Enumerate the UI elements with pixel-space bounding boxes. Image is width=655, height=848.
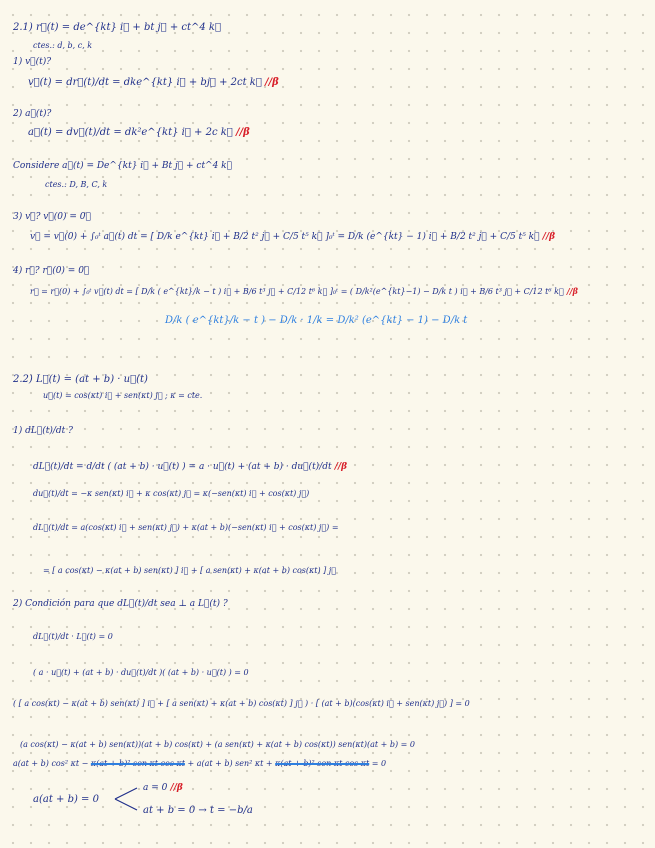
question-2: 2) a⃗(t)? — [13, 109, 52, 119]
component-product: (a cos(κt) − κ(at + b) sen(κt))(at + b) cos(κt) + (a sen(κt) + κ(at + b) cos(κt)) sen(κt)(at + b) = 0 — [20, 740, 415, 749]
question-4: 4) r⃗? r⃗(0) = 0⃗ — [13, 266, 90, 276]
unit-derivative-equation: du⃗(t)/dt = −κ sen(κt) i⃗ + κ cos(κt) j⃗ = κ(−sen(κt) i⃗ + cos(κt) j⃗) — [33, 489, 310, 498]
solution-branch-a: a = 0 //β — [143, 783, 183, 793]
orthogonality-condition: dL⃗(t)/dt · L⃗(t) = 0 — [33, 632, 113, 641]
question-1: 1) v⃗(t)? — [13, 57, 52, 67]
question-3: 3) v⃗? v⃗(0) = 0⃗ — [13, 212, 91, 222]
question-2: 2) Condición para que dL⃗(t)/dt sea ⊥ a L⃗(t) ? — [13, 599, 228, 609]
question-1: 1) dL⃗(t)/dt ? — [13, 426, 73, 436]
velocity-equation: v⃗(t) = dr⃗(t)/dt = dke^{kt} i⃗ + bj⃗ + 2ct k⃗ //β — [28, 77, 279, 88]
final-factor-equation: a(at + b) = 0 — [33, 794, 99, 805]
unit-vector-definition: u⃗(t) = cos(κt) i⃗ + sen(κt) j⃗ ; κ = cte. — [43, 391, 203, 400]
problem-header: 2.1) r⃗(t) = de^{kt} i⃗ + bt j⃗ + ct^4 k⃗ — [13, 22, 221, 33]
simplified-product: a(at + b) cos² κt − κ(at + b)² sen κt cos κt + a(at + b) sen² κt + κ(at + b)² sen κt cos κt = 0 — [13, 759, 387, 768]
branch-arrows — [113, 783, 141, 815]
solution-branch-t: at + b = 0 → t = −b/a — [143, 805, 253, 816]
consider-constants: ctes.: D, B, C, k — [45, 180, 108, 189]
constants-note: ctes.: d, b, c, k — [33, 41, 93, 50]
grouped-derivative: = [ a cos(κt) − κ(at + b) sen(κt) ] i⃗ + [ a sen(κt) + κ(at + b) cos(κt) ] j⃗ — [43, 566, 337, 575]
derivative-equation: dL⃗(t)/dt = d/dt ( (at + b) · u⃗(t) ) = a · u⃗(t) + (at + b) · du⃗(t)/dt //β — [33, 462, 348, 472]
side-calculation: D/k ( e^{kt}/k − t ) − D/k · 1/k = D/k² (e^{kt} − 1) − D/k t — [165, 315, 468, 326]
acceleration-equation: a⃗(t) = dv⃗(t)/dt = dk²e^{kt} i⃗ + 2c k⃗ //β — [28, 127, 250, 138]
position-integral-equation: r⃗ = r⃗(0) + ∫₀ᵗ v⃗(t) dt = [ D/k ( e^{kt}/k − t ) i⃗ + B/6 t³ j⃗ + C/12 t⁶ k⃗ ]₀ᵗ = ( D/k²(e^{kt}−1) − D/k t ) i⃗ + B/6 t³ j⃗ + C/12 t⁶ k⃗ //β — [30, 286, 578, 296]
velocity-integral-equation: v⃗ = v⃗(0) + ∫₀ᵗ a⃗(t) dt = [ D/k e^{kt} i⃗ + B/2 t² j⃗ + C/5 t⁵ k⃗ ]₀ᵗ = D/k (e^{kt} − 1) i⃗ + B/2 t² j⃗ + C/5 t⁵ k⃗ //β — [30, 232, 556, 242]
problem-header: 2.2) L⃗(t) = (at + b) · u⃗(t) — [13, 374, 148, 385]
expanded-derivative: dL⃗(t)/dt = a(cos(κt) i⃗ + sen(κt) j⃗) + κ(at + b)(−sen(κt) i⃗ + cos(κt) j⃗) = — [33, 523, 339, 532]
product-expansion: ( a · u⃗(t) + (at + b) · du⃗(t)/dt )( (at + b) · u⃗(t) ) = 0 — [33, 668, 249, 677]
dot-product-expansion: ( [ a cos(κt) − κ(at + b) sen(κt) ] i⃗ + [ a sen(κt) + κ(at + b) cos(κt) ] j⃗ ) · [ (at + b)(cos(κt) i⃗ + sen(κt) j⃗) ] = 0 — [13, 699, 470, 708]
consider-statement: Considere a⃗(t) = De^{kt} i⃗ + Bt j⃗ + ct^4 k⃗ — [13, 161, 233, 171]
